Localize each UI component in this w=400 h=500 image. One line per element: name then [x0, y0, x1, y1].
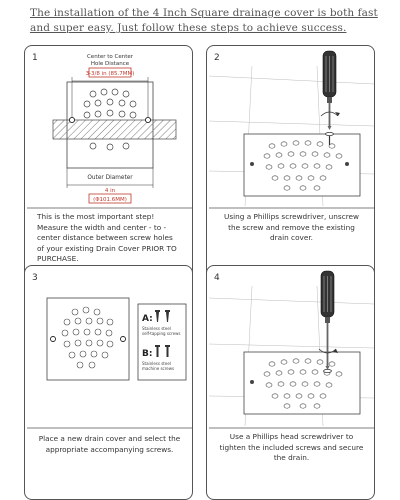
- outer-diameter-value-2: (Φ101.6MM): [93, 197, 127, 203]
- step-4-illustration: [207, 266, 375, 500]
- left-screw-icon: [250, 380, 254, 384]
- left-screw-icon: [250, 162, 254, 166]
- drain-holes: [84, 89, 136, 150]
- step-3-number: 3: [32, 273, 38, 283]
- outer-diameter-value-1: 4 in: [104, 188, 116, 194]
- step-4-caption: Use a Phillips head screwdriver to tighten the included screws and secure the drain.: [219, 432, 364, 462]
- screw-b-letter: B:: [142, 349, 153, 359]
- screw-a-text-2: self-tapping screws: [142, 331, 181, 336]
- step-1-card: [24, 45, 193, 280]
- left-screw-hole-icon: [51, 337, 56, 342]
- drain-cover: [47, 298, 129, 380]
- outer-diameter-title: Outer Diameter: [87, 175, 133, 181]
- step-1-caption: This is the most important step! Measure the width and center - to - center distance between screw holes of your existing Drain Cover PRIOR TO PURCHASE.: [37, 212, 177, 263]
- right-screw-icon: [145, 117, 150, 122]
- left-screw-icon: [69, 117, 74, 122]
- step-3-illustration: [25, 266, 193, 500]
- right-screw-hole-icon: [121, 337, 126, 342]
- center-distance-title-1: Center to Center: [86, 54, 134, 60]
- center-distance-value: 3-3/8 in (85.7MM): [85, 71, 135, 77]
- right-screw-icon: [345, 162, 349, 166]
- step-2-illustration: [207, 46, 375, 280]
- instructions-header: [30, 6, 390, 36]
- screwdriver-icon: [323, 51, 336, 130]
- step-3-caption: Place a new drain cover and select the appropriate accompanying screws.: [38, 434, 181, 454]
- step-4-card: [206, 265, 375, 500]
- center-distance-title-2: Hole Distance: [90, 61, 130, 67]
- screw-b-text-2: machine screws: [142, 366, 175, 371]
- header-line-2: and super easy. Just follow these steps to achieve success.: [30, 22, 347, 34]
- step-1-number: 1: [32, 53, 38, 63]
- step-2-number: 2: [214, 53, 220, 63]
- step-2-caption: Using a Phillips screwdriver, unscrew the screw and remove the existing drain cover.: [224, 212, 359, 242]
- screw-a-text-1: Stainless steel: [142, 326, 171, 331]
- step-4-number: 4: [214, 273, 220, 283]
- step-3-card: [24, 265, 193, 500]
- screw-a-letter: A:: [142, 314, 153, 324]
- step-2-card: [206, 45, 375, 280]
- header-line-1: The installation of the 4 Inch Square drainage cover is both fast: [30, 7, 378, 19]
- screw-b-text-1: Stainless steel: [142, 361, 171, 366]
- screw-being-tightened-icon: [324, 369, 332, 372]
